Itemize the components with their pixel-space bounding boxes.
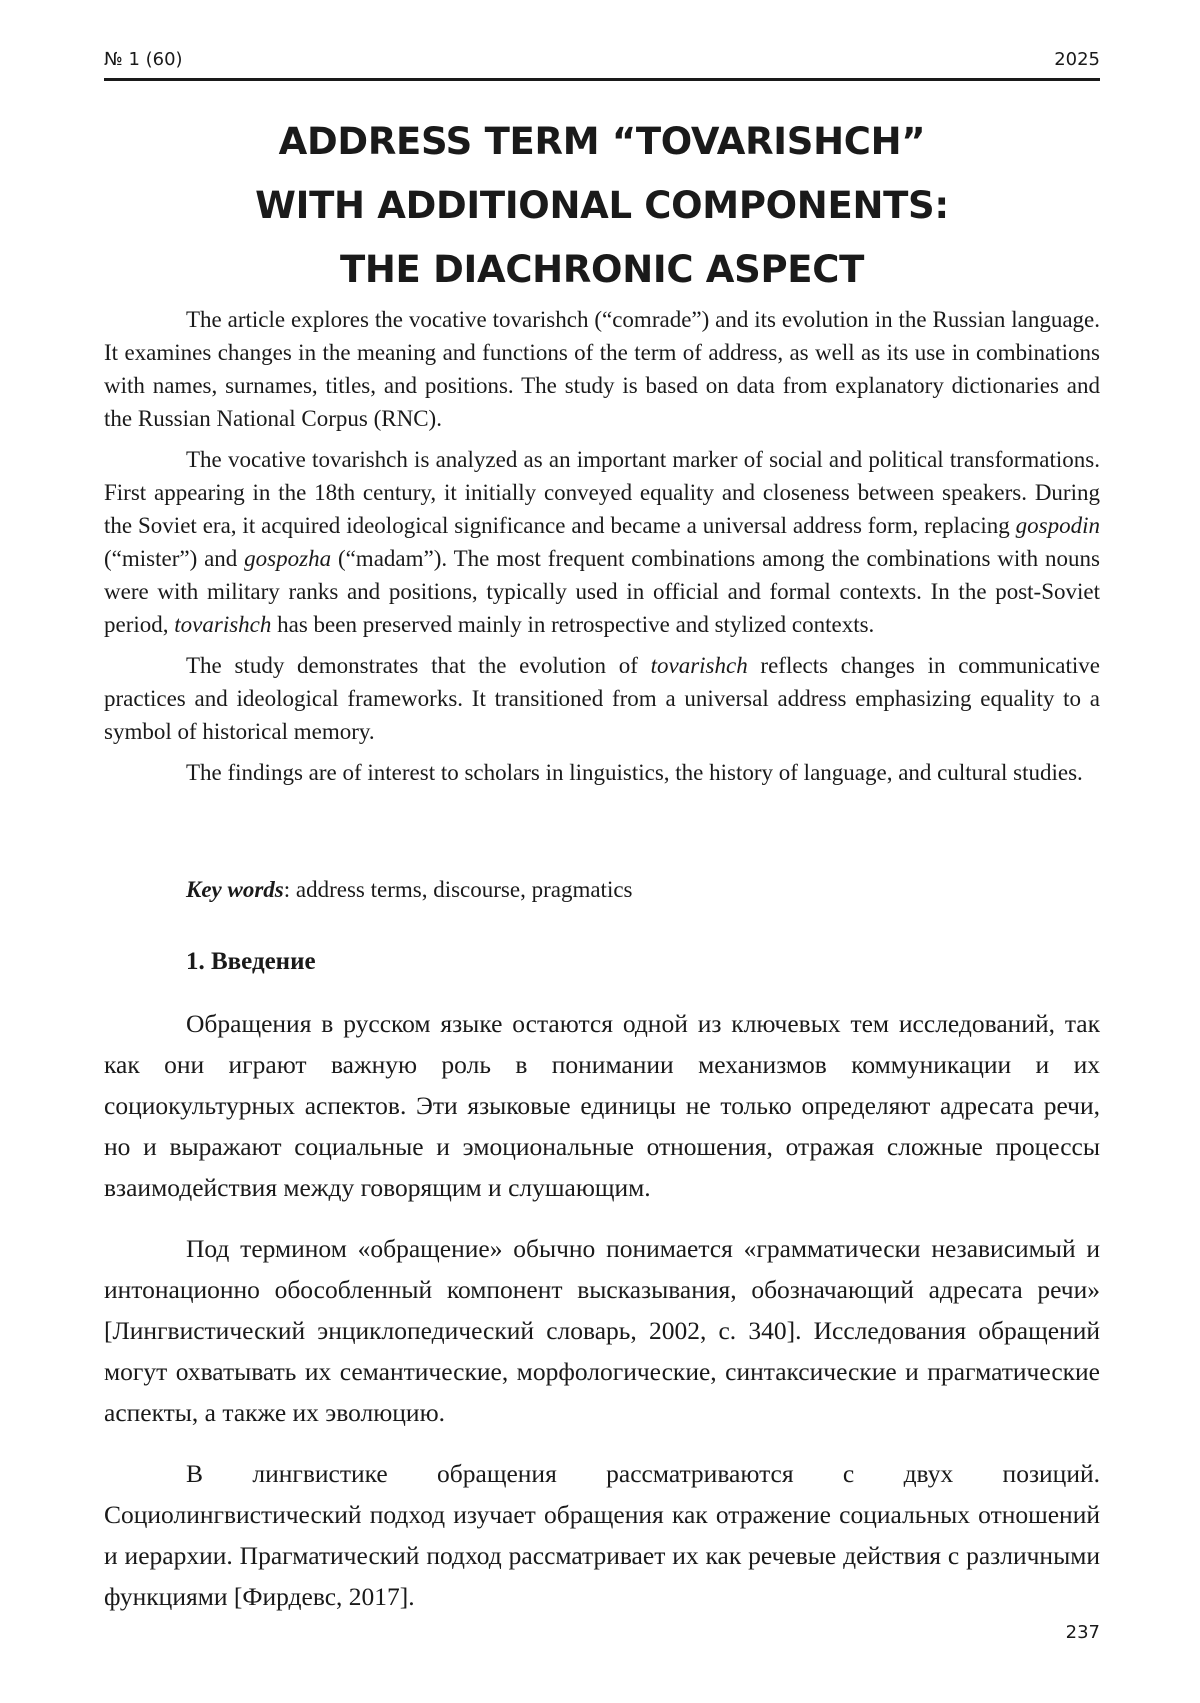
article-title	[104, 110, 1100, 302]
body-paragraph-2: Под термином «обращение» обычно понимается «грамматически независимый и интонационно обособленный компонент высказывания, обозначающий адресата речи» [Лингвистический энциклопедический словарь, 2002, с. 340]. Исследования обращений могут охватывать их семантические, морфологические, синтаксические и прагматические аспекты, а также их эволюцию.	[104, 1234, 1100, 1427]
keywords-separator: :	[283, 877, 291, 902]
page-number: 237	[1065, 1622, 1100, 1643]
keywords	[186, 873, 1086, 906]
abstract-text: The vocative tovarishch is analyzed as an important marker of social and political transformations. First appearing in the 18th century, it initially conveyed equality and closeness between speakers. During the Soviet era, it acquired ideological significance and became a universal address form, replacing	[104, 447, 1100, 538]
running-header	[104, 48, 1100, 81]
abstract	[104, 303, 1100, 797]
journal-page	[104, 0, 1100, 1703]
abstract-text: reflects changes in communicative practices and ideological frameworks. It transitioned from a universal address emphasizing equality to a symbol of historical memory.	[104, 653, 1100, 744]
abstract-text: has been preserved mainly in retrospective and stylized contexts.	[271, 612, 875, 637]
abstract-text: The study demonstrates that the evolution of	[186, 653, 651, 678]
abstract-paragraph-2	[104, 443, 1100, 641]
italic-term: tovarishch	[174, 612, 272, 637]
italic-term: tovarishch	[650, 653, 748, 678]
body-paragraph-3: В лингвистике обращения рассматриваются с двух позиций. Социолингвистический подход изучает обращения как отражение социальных отношений и иерархии. Прагматический подход рассматривает их как речевые действия с различными функциями [Фирдевс, 2017].	[104, 1459, 1100, 1611]
section-heading: 1. Введение	[186, 948, 316, 975]
abstract-paragraph-1: The article explores the vocative tovarishch (“comrade”) and its evolution in the Russian language. It examines changes in the meaning and functions of the term of address, as well as its use in combinations with names, surnames, titles, and positions. The study is based on data from explanatory dictionaries and the Russian National Corpus (RNC).	[104, 307, 1100, 431]
keywords-label: Key words	[186, 877, 284, 902]
title-line-3: THE DIACHRONIC ASPECT	[339, 248, 865, 291]
abstract-paragraph-4: The findings are of interest to scholars in linguistics, the history of language, and cultural studies.	[186, 760, 1083, 785]
italic-term: gospozha	[244, 546, 332, 571]
italic-term: gospodin	[1015, 513, 1100, 538]
issue-number: № 1 (60)	[104, 49, 183, 70]
title-line-2: WITH ADDITIONAL COMPONENTS:	[255, 184, 949, 227]
body-text	[104, 1003, 1100, 1637]
keywords-list: address terms, discourse, pragmatics	[290, 877, 633, 902]
abstract-text: (“madam”). The most frequent combinations among the combinations with nouns were with military ranks and positions, typically used in official and formal contexts. In the post-Soviet period,	[104, 546, 1100, 637]
body-paragraph-1: Обращения в русском языке остаются одной из ключевых тем исследований, так как они играют важную роль в понимании механизмов коммуникации и их социокультурных аспектов. Эти языковые единицы не только определяют адресата речи, но и выражают социальные и эмоциональные отношения, отражая сложные процессы взаимодействия между говорящим и слушающим.	[104, 1009, 1100, 1202]
abstract-paragraph-3	[104, 649, 1100, 748]
publication-year: 2025	[1054, 49, 1100, 70]
abstract-text: (“mister”) and	[104, 546, 245, 571]
title-line-1: ADDRESS TERM “TOVARISHCH”	[278, 120, 926, 163]
